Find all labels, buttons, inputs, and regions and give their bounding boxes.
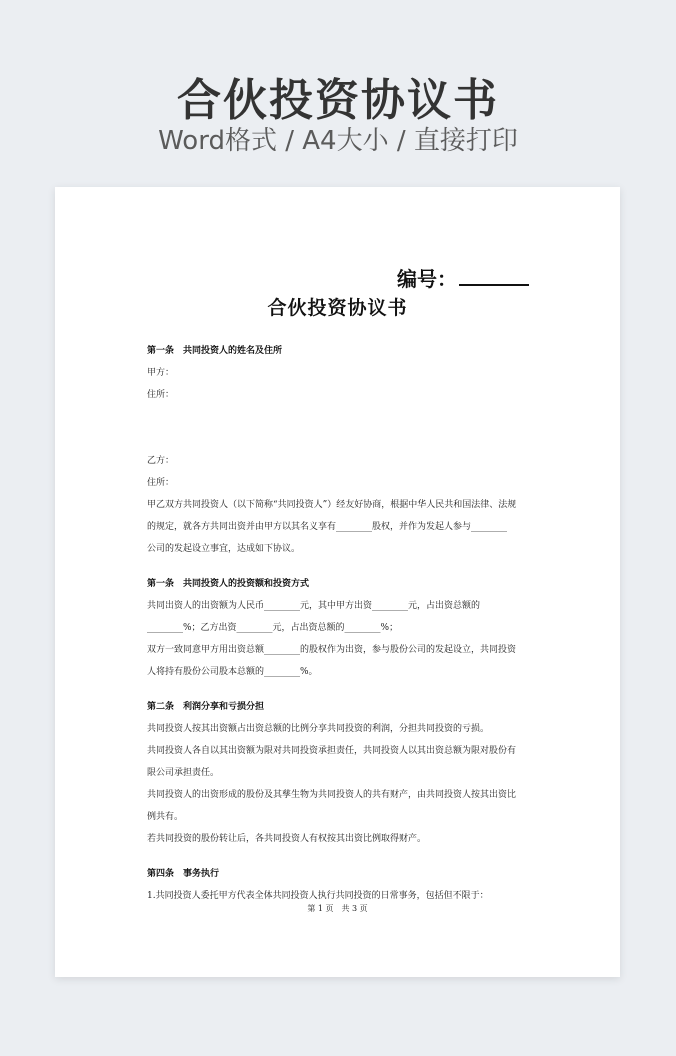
paragraph-line: 人将持有股份公司股本总额的________%。 (147, 667, 318, 677)
paragraph-line: 共同投资人各自以其出资额为限对共同投资承担责任，共同投资人以其出资总额为限对股份有 (147, 746, 517, 756)
paragraph-line: 例共有。 (147, 812, 184, 822)
paragraph-line: 住所： (147, 478, 175, 488)
paragraph-line (147, 433, 532, 446)
paragraph-line: 限公司承担责任。 (147, 768, 220, 778)
document-section (147, 578, 532, 679)
page-title: 合伙投资协议书 (177, 75, 499, 126)
page-footer: 第 1 页 共 3 页 (307, 904, 368, 913)
paragraph-line: 甲乙双方共同投资人（以下简称“共同投资人”）经友好协商，根据中华人民共和国法律、法规 (147, 500, 517, 510)
document-number-label: 编号： (397, 267, 457, 291)
document-page (55, 187, 620, 977)
section-heading: 第一条 共同投资人的投资额和投资方式 (147, 579, 310, 589)
document-section (147, 345, 532, 556)
document-section (147, 868, 532, 903)
document-number (397, 263, 529, 292)
paragraph-line: 公司的发起设立事宜，达成如下协议。 (147, 544, 301, 554)
paragraph-line: 双方一致同意甲方用出资总额________的股权作为出资，参与股份公司的发起设立，共同投资 (147, 645, 517, 655)
paragraph-line: 乙方： (147, 456, 175, 466)
paragraph-line: 共同投资人的出资形成的股份及其孳生物为共同投资人的共有财产，由共同投资人按其出资比 (147, 790, 517, 800)
document-body (147, 345, 532, 912)
paragraph-line: 1.共同投资人委托甲方代表全体共同投资人执行共同投资的日常事务，包括但不限于： (147, 891, 489, 901)
paragraph-line: 甲方： (147, 368, 175, 378)
document-section (147, 701, 532, 846)
paragraph-line: 的规定，就各方共同出资并由甲方以其名义享有________股权，并作为发起人参与________ (147, 522, 508, 532)
paragraph-line: 共同投资人按其出资额占出资总额的比例分享共同投资的利润，分担共同投资的亏损。 (147, 724, 490, 734)
paragraph-line (147, 411, 532, 424)
document-title: 合伙投资协议书 (267, 297, 408, 319)
paragraph-line: ________%；乙方出资________元，占出资总额的________%； (147, 623, 399, 633)
document-number-blank[interactable] (459, 266, 529, 286)
section-heading: 第二条 利润分享和亏损分担 (147, 702, 265, 712)
page-subtitle: Word格式 / A4大小 / 直接打印 (158, 126, 518, 156)
paragraph-line: 共同出资人的出资额为人民币________元，其中甲方出资________元，占出资总额的 (147, 601, 481, 611)
paragraph-line: 住所： (147, 390, 175, 400)
paragraph-line: 若共同投资的股份转让后，各共同投资人有权按其出资比例取得财产。 (147, 834, 427, 844)
section-heading: 第一条 共同投资人的姓名及住所 (147, 346, 283, 356)
section-heading: 第四条 事务执行 (147, 869, 220, 879)
